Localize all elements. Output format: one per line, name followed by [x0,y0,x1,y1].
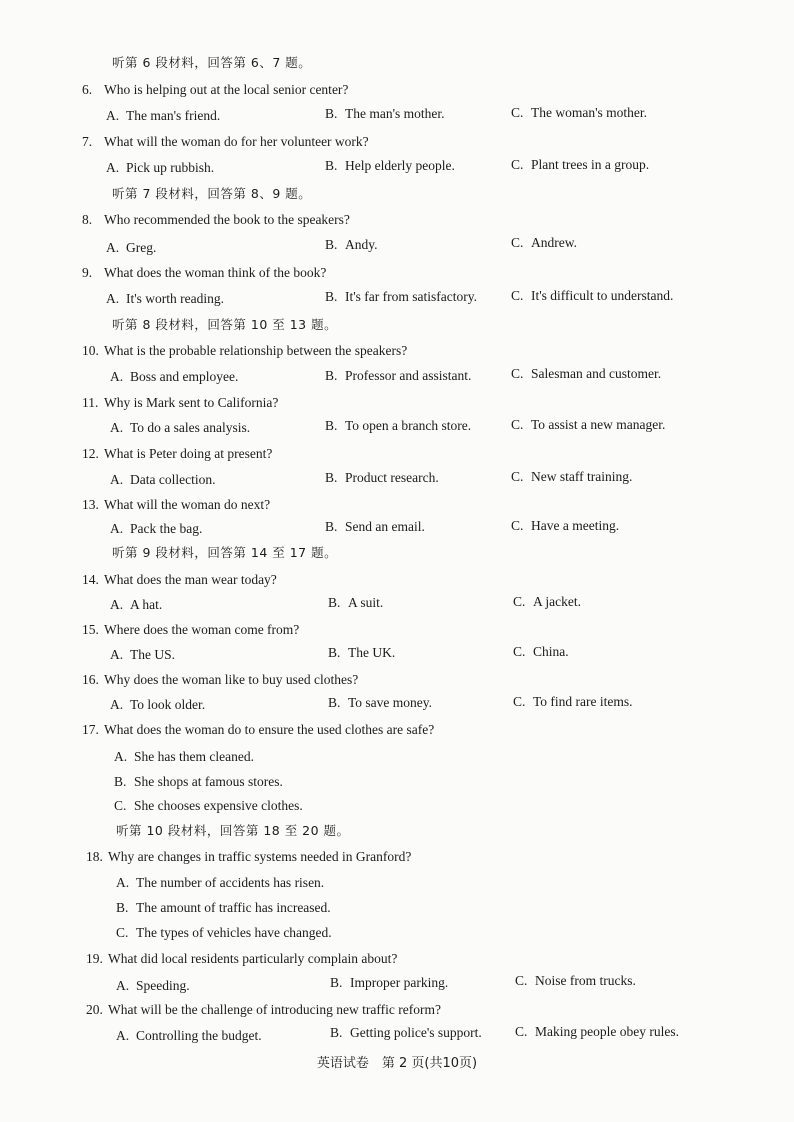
option-b: B. Help elderly people. [325,158,455,173]
option-a: A. Boss and employee. [110,369,239,384]
question-number: 10. [82,343,99,358]
question-15 [82,622,299,638]
option-a: A. Speeding. [116,978,190,993]
option-a: A. The US. [110,647,175,662]
question-18 [86,849,411,865]
option-c: C. A jacket. [513,594,581,609]
option-c: C. Have a meeting. [511,518,620,533]
question-text: Who is helping out at the local senior center? [104,82,349,97]
section-instruction: 听第 6 段材料，回答第 6、7 题。 [112,55,312,70]
option-a: A. The number of accidents has risen. [116,875,325,890]
section-instruction: 听第 10 段材料，回答第 18 至 20 题。 [116,823,350,838]
option-a: A. To look older. [110,697,206,712]
option-a: A. Pack the bag. [110,521,203,536]
option-c: C. China. [513,644,569,659]
question-text: Why does the woman like to buy used clothes? [104,672,359,687]
option-c: C. Andrew. [511,235,577,250]
question-20 [86,1002,441,1018]
option-a: A. Controlling the budget. [116,1028,262,1043]
option-b: B. To open a branch store. [325,418,472,433]
option-c: C. Plant trees in a group. [511,157,650,172]
question-text: Why is Mark sent to California? [104,395,279,410]
question-13 [82,497,270,513]
question-9 [82,265,326,281]
option-c: C. To find rare items. [513,694,633,709]
option-a: A. Greg. [106,240,157,255]
option-b: B. The UK. [328,645,396,660]
option-c: C. Noise from trucks. [515,973,636,988]
option-b: B. The amount of traffic has increased. [116,900,331,915]
option-a: A. A hat. [110,597,163,612]
question-text: What will be the challenge of introducing new traffic reform? [108,1002,441,1017]
question-6 [82,82,348,98]
question-17 [82,722,434,738]
option-c: C. Making people obey rules. [515,1024,679,1039]
option-b: B. Product research. [325,470,439,485]
section-instruction: 听第 9 段材料，回答第 14 至 17 题。 [112,545,338,560]
question-number: 9. [82,265,93,280]
question-number: 8. [82,212,93,227]
question-number: 12. [82,446,99,461]
question-number: 13. [82,497,99,512]
question-number: 14. [82,572,99,587]
question-text: What does the man wear today? [104,572,277,587]
option-b: B. The man's mother. [325,106,445,121]
section-instruction: 听第 7 段材料，回答第 8、9 题。 [112,186,312,201]
option-b: B. Andy. [325,237,378,252]
option-b: B. It's far from satisfactory. [325,289,478,304]
option-b: B. She shops at famous stores. [114,774,283,789]
option-c: C. To assist a new manager. [511,417,666,432]
question-number: 19. [86,951,103,966]
question-10 [82,343,407,359]
option-a: A. To do a sales analysis. [110,420,251,435]
option-c: C. It's difficult to understand. [511,288,674,303]
question-text: What did local residents particularly complain about? [108,951,398,966]
question-text: Who recommended the book to the speakers? [104,212,350,227]
question-text: Where does the woman come from? [104,622,300,637]
option-a: A. Data collection. [110,472,216,487]
question-16 [82,672,358,688]
question-8 [82,212,350,228]
question-14 [82,572,277,588]
question-number: 15. [82,622,99,637]
question-number: 20. [86,1002,103,1017]
question-text: What will the woman do next? [104,497,271,512]
question-text: What does the woman do to ensure the used clothes are safe? [104,722,435,737]
question-number: 18. [86,849,103,864]
question-number: 7. [82,134,93,149]
question-text: What will the woman do for her volunteer work? [104,134,369,149]
question-text: Why are changes in traffic systems needed in Granford? [108,849,412,864]
option-c: C. New staff training. [511,469,633,484]
option-b: B. A suit. [328,595,384,610]
question-12 [82,446,272,462]
option-b: B. To save money. [328,695,433,710]
option-c: C. She chooses expensive clothes. [114,798,303,813]
question-number: 6. [82,82,93,97]
question-11 [82,395,278,411]
option-b: B. Send an email. [325,519,425,534]
question-number: 16. [82,672,99,687]
option-b: B. Improper parking. [330,975,449,990]
option-c: C. The types of vehicles have changed. [116,925,332,940]
page-footer: 英语试卷 第 2 页(共10页) [316,1056,478,1071]
option-a: A. The man's friend. [106,108,221,123]
question-19 [86,951,397,967]
question-text: What does the woman think of the book? [104,265,327,280]
option-b: B. Getting police's support. [330,1025,482,1040]
option-c: C. The woman's mother. [511,105,648,120]
option-a: A. It's worth reading. [106,291,225,306]
section-instruction: 听第 8 段材料，回答第 10 至 13 题。 [112,317,338,332]
question-number: 17. [82,722,99,737]
question-text: What is Peter doing at present? [104,446,273,461]
option-a: A. Pick up rubbish. [106,160,215,175]
option-a: A. She has them cleaned. [114,749,254,764]
option-c: C. Salesman and customer. [511,366,662,381]
option-b: B. Professor and assistant. [325,368,472,383]
question-number: 11. [82,395,99,410]
question-text: What is the probable relationship between the speakers? [104,343,408,358]
question-7 [82,134,369,150]
